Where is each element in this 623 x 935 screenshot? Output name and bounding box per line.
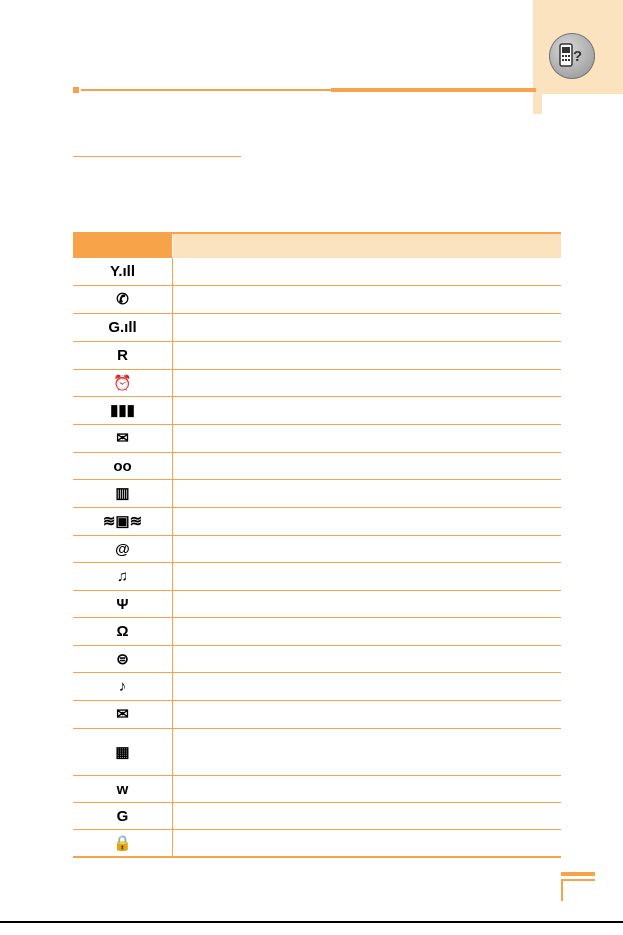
gprs-connected-icon: G xyxy=(116,807,129,825)
table-row xyxy=(73,830,561,858)
car-kit-icon: ⊜ xyxy=(116,650,129,668)
description-cell xyxy=(173,314,561,341)
description-cell xyxy=(173,286,561,313)
page-mark-thick xyxy=(561,872,595,876)
description-cell xyxy=(173,591,561,617)
description-cell xyxy=(173,370,561,396)
section-underline xyxy=(73,156,241,157)
table-row xyxy=(73,286,561,314)
description-cell xyxy=(173,536,561,562)
scheduler-icon: ▦ xyxy=(115,743,130,761)
lock-icon: 🔒 xyxy=(113,834,132,852)
table-row xyxy=(73,803,561,830)
table-row xyxy=(73,508,561,536)
icon-cell xyxy=(73,563,173,590)
description-cell xyxy=(173,342,561,369)
phone-help-icon xyxy=(549,33,595,79)
description-cell xyxy=(173,729,561,775)
table-header xyxy=(73,232,561,258)
header-top-rule xyxy=(73,232,561,234)
header-rule-thick xyxy=(331,88,536,92)
table-row xyxy=(73,342,561,370)
icon-cell xyxy=(73,673,173,700)
status-icons-table xyxy=(73,232,561,858)
description-cell xyxy=(173,258,561,285)
svg-text:?: ? xyxy=(573,48,583,65)
description-cell xyxy=(173,563,561,590)
icon-cell xyxy=(73,830,173,856)
voicemail-icon: oo xyxy=(113,457,132,475)
description-cell xyxy=(173,425,561,452)
gprs-signal-icon: G.ıll xyxy=(108,319,137,336)
icon-cell xyxy=(73,776,173,802)
description-cell xyxy=(173,453,561,479)
description-cell xyxy=(173,701,561,728)
table-row xyxy=(73,480,561,508)
description-cell xyxy=(173,618,561,645)
icon-cell xyxy=(73,342,173,369)
music-note-icon: ♪ xyxy=(118,678,127,695)
icon-cell xyxy=(73,646,173,672)
icon-cell xyxy=(73,480,173,507)
header-icon-column xyxy=(73,232,172,258)
header-rule-thin xyxy=(81,89,331,91)
table-body xyxy=(73,258,561,858)
icon-cell xyxy=(73,397,173,424)
table-row xyxy=(73,618,561,646)
table-row xyxy=(73,701,561,729)
table-row xyxy=(73,646,561,673)
table-row xyxy=(73,370,561,397)
roaming-icon: R xyxy=(117,347,128,364)
table-row xyxy=(73,536,561,563)
icon-cell xyxy=(73,370,173,396)
table-row xyxy=(73,453,561,480)
icon-cell xyxy=(73,314,173,341)
header-description-column xyxy=(173,232,561,258)
phone-handset-icon: ✆ xyxy=(116,291,129,308)
description-cell xyxy=(173,830,561,856)
table-row xyxy=(73,425,561,453)
icon-cell xyxy=(73,803,173,829)
icon-cell xyxy=(73,453,173,479)
icon-cell xyxy=(73,536,173,562)
envelope-icon: ✉ xyxy=(116,430,129,447)
section-tab-stem xyxy=(533,94,542,114)
icon-cell xyxy=(73,591,173,617)
description-cell xyxy=(173,508,561,535)
page-mark-thin xyxy=(561,879,595,881)
memo-icon: ▥ xyxy=(115,485,130,502)
table-row xyxy=(73,563,561,591)
table-row xyxy=(73,729,561,776)
table-row xyxy=(73,397,561,425)
description-cell xyxy=(173,397,561,424)
description-cell xyxy=(173,646,561,672)
table-row xyxy=(73,258,561,286)
wap-icon: w xyxy=(116,780,129,798)
table-row xyxy=(73,314,561,342)
battery-icon: ▮▮▮ xyxy=(110,402,135,419)
header-bullet xyxy=(73,87,79,93)
ring-and-vibrate-icon: ♫ xyxy=(116,568,129,585)
icon-cell xyxy=(73,508,173,535)
page-mark-vertical xyxy=(561,879,563,901)
description-cell xyxy=(173,776,561,802)
icon-cell xyxy=(73,286,173,313)
table-row xyxy=(73,776,561,803)
description-cell xyxy=(173,480,561,507)
alarm-clock-icon: ⏰ xyxy=(113,374,132,392)
antenna-icon: Ψ xyxy=(116,595,129,613)
at-sign-icon: @ xyxy=(115,540,130,558)
signal-strength-icon: Y.ıll xyxy=(109,263,135,280)
icon-cell xyxy=(73,258,173,285)
table-row xyxy=(73,673,561,701)
footer-rule xyxy=(0,921,623,923)
headset-icon: Ω xyxy=(116,623,129,640)
vibrate-icon: ≋▣≋ xyxy=(102,513,143,530)
description-cell xyxy=(173,673,561,700)
icon-cell xyxy=(73,618,173,645)
message-full-icon: ✉ xyxy=(116,706,129,723)
icon-cell xyxy=(73,425,173,452)
description-cell xyxy=(173,803,561,829)
icon-cell xyxy=(73,701,173,728)
table-row xyxy=(73,591,561,618)
icon-cell xyxy=(73,729,173,775)
